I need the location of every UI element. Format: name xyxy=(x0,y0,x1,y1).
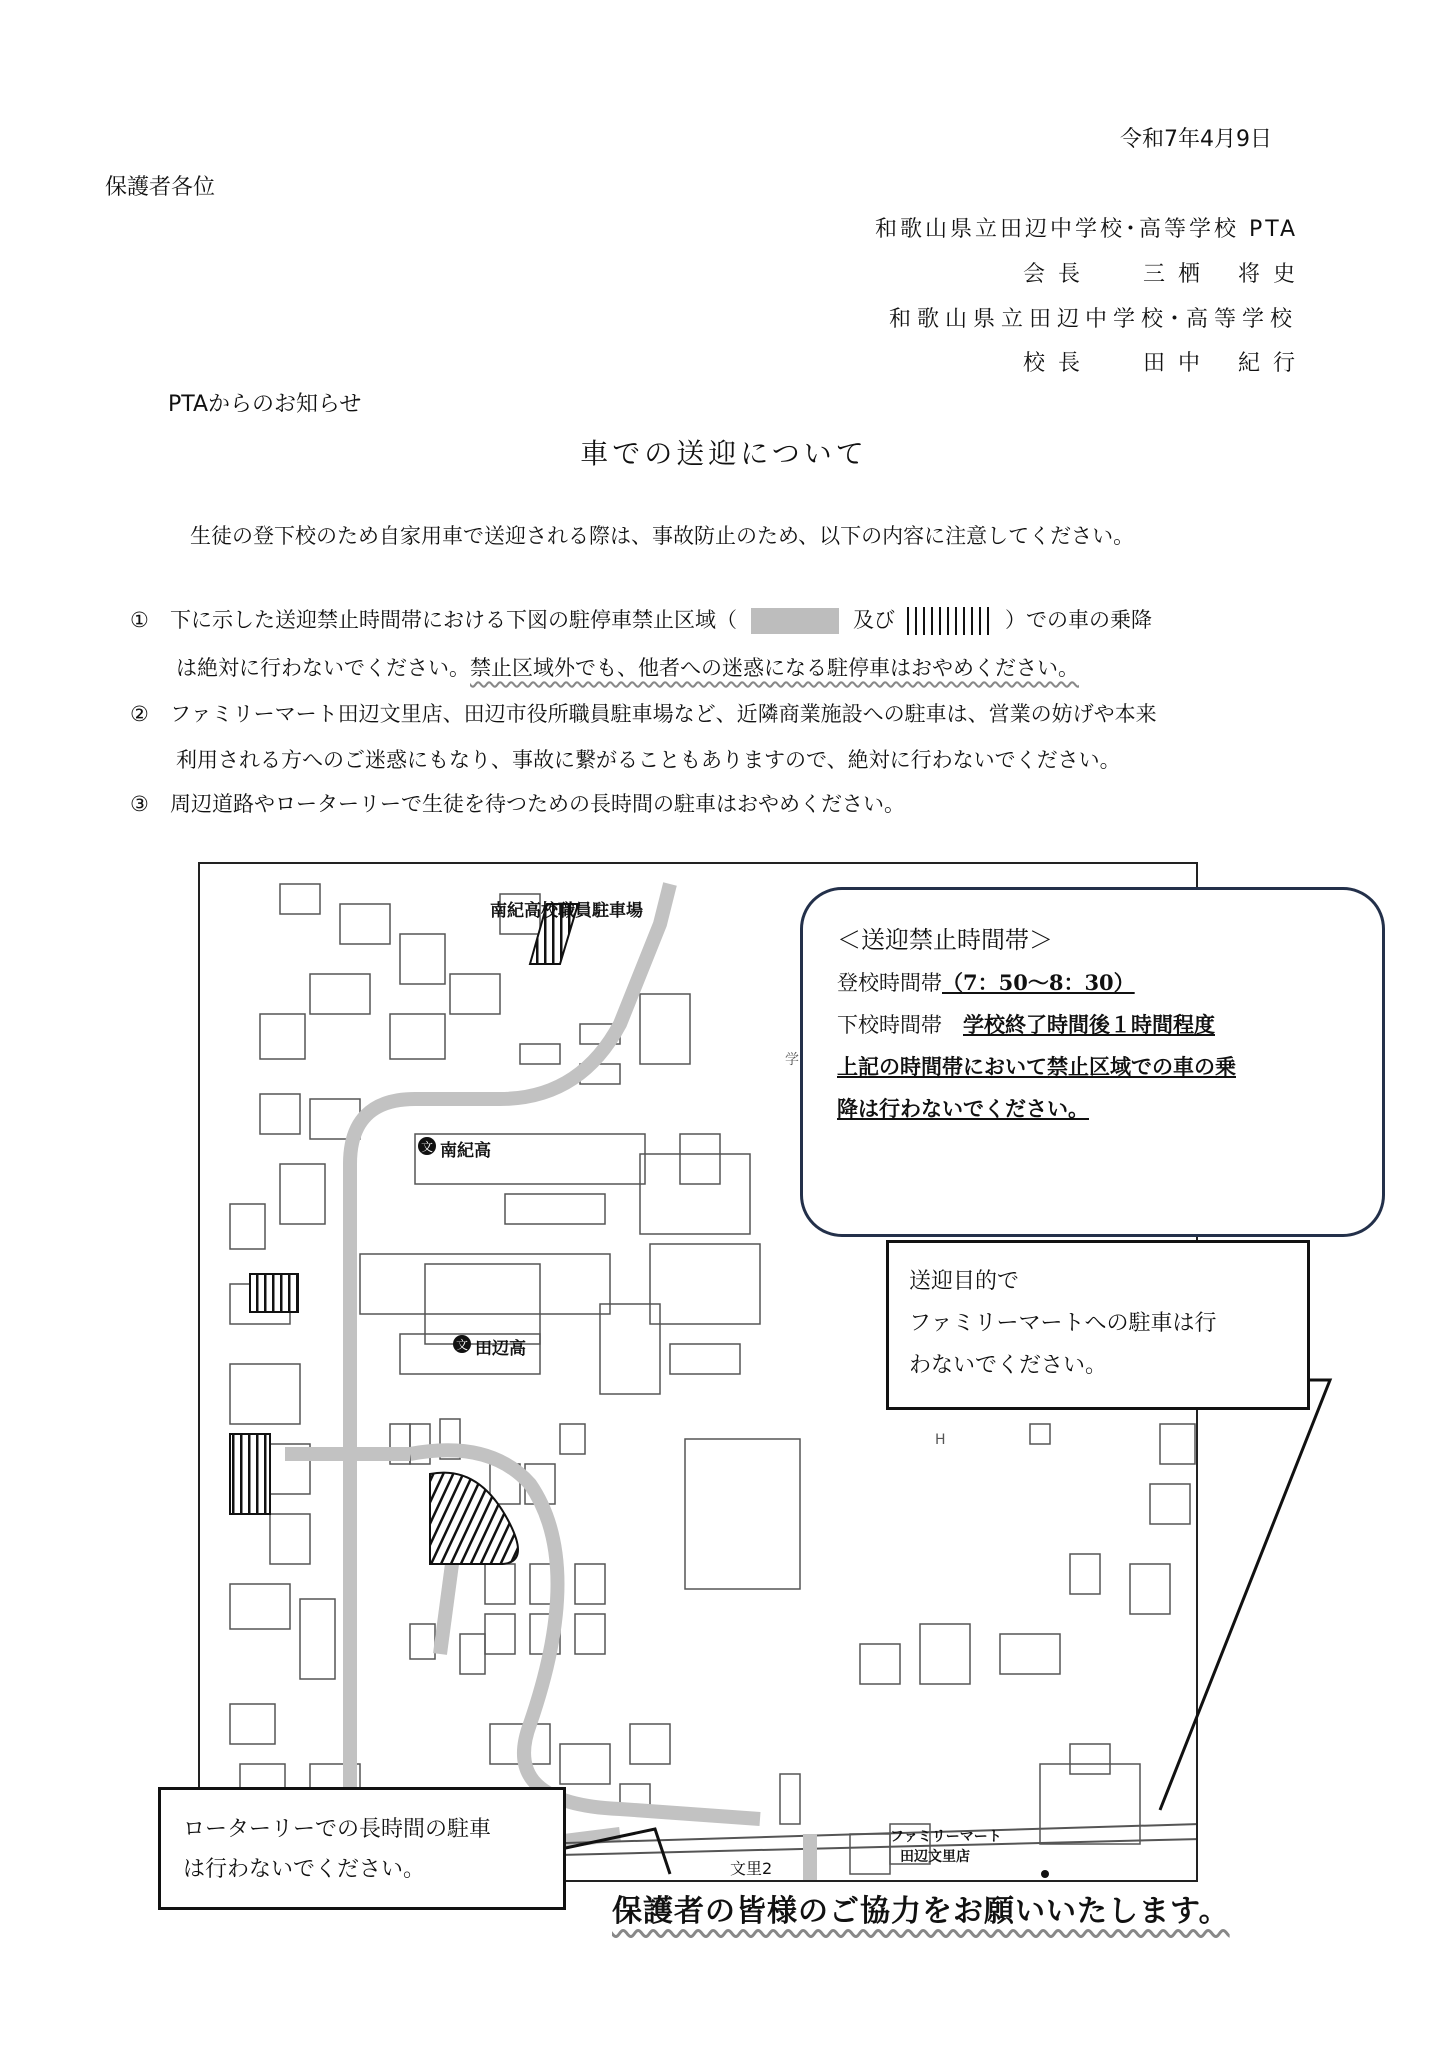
list-item-2: ② ファミリーマート田辺文里店、田辺市役所職員駐車場など、近隣商業施設への駐車は、営業の妨げや本来 xyxy=(130,702,1157,726)
list-item-3: ③ 周辺道路やローターリーで生徒を待つための長時間の駐車はおやめください。 xyxy=(130,792,905,816)
callout-afternoon: 下校時間帯 学校終了時間後１時間程度 xyxy=(837,1012,1215,1037)
label-gaku: 学 xyxy=(785,1052,799,1068)
item-number: ① xyxy=(130,608,149,632)
sender-principal: 校 長 田 中 紀 行 xyxy=(1023,351,1298,376)
list-item-1-line2: は絶対に行わないでください。禁止区域外でも、他者への迷惑になる駐停車はおやめください。 xyxy=(176,656,1079,680)
label-family-mart-branch: 田辺文里店 xyxy=(900,1849,970,1865)
label-staff-parking: 南紀高校職員駐車場 xyxy=(490,901,643,921)
intro-text: 生徒の登下校のため自家用車で送迎される際は、事故防止のため、以下の内容に注意してください。 xyxy=(190,524,1135,548)
date: 令和7年4月9日 xyxy=(1120,127,1272,152)
school-icon-nanki-glyph: 文 xyxy=(420,1140,434,1154)
callout-family-mart: 送迎目的で ファミリーマートへの駐車は行 わないでください。 xyxy=(886,1240,1310,1410)
callout-note-1: 上記の時間帯において禁止区域での車の乗 xyxy=(837,1054,1236,1079)
label-family-mart: ファミリーマート xyxy=(890,1829,1002,1845)
school-icon-tanabe-glyph: 文 xyxy=(455,1338,469,1352)
closing-message: 保護者の皆様のご協力をお願いいたします。 xyxy=(612,1894,1230,1929)
list-item-1: ① 下に示した送迎禁止時間帯における下図の駐停車禁止区域（ 及び ）での車の乗降 xyxy=(130,604,1152,635)
label-bunri: 文里2 xyxy=(730,1859,773,1878)
sender-pta-president: 会 長 三 栖 将 史 xyxy=(1023,262,1298,287)
callout-no-pickup-times xyxy=(800,887,1385,1237)
callout-note-2: 降は行わないでください。 xyxy=(837,1096,1089,1121)
label-nanki-high: 南紀高 xyxy=(440,1141,491,1161)
notice-label: PTAからのお知らせ xyxy=(168,392,362,417)
list-item-2-line2: 利用される方へのご迷惑にもなり、事故に繋がることもありますので、絶対に行わないでください。 xyxy=(176,748,1121,772)
sender-organization: 和歌山県立田辺中学校･高等学校 PTA xyxy=(874,217,1298,242)
sender-school: 和歌山県立田辺中学校･高等学校 xyxy=(888,307,1298,332)
recipient: 保護者各位 xyxy=(105,175,216,200)
label-tanabe-high: 田辺高 xyxy=(475,1339,526,1359)
callout-heading: ＜送迎禁止時間帯＞ xyxy=(837,926,1053,954)
page-title: 車での送迎について xyxy=(580,437,868,470)
label-h: H xyxy=(935,1432,946,1448)
callout-morning: 登校時間帯（7：50～8：30） xyxy=(837,970,1135,995)
callout-rotary: ローターリーでの長時間の駐車 は行わないでください。 xyxy=(158,1787,566,1910)
